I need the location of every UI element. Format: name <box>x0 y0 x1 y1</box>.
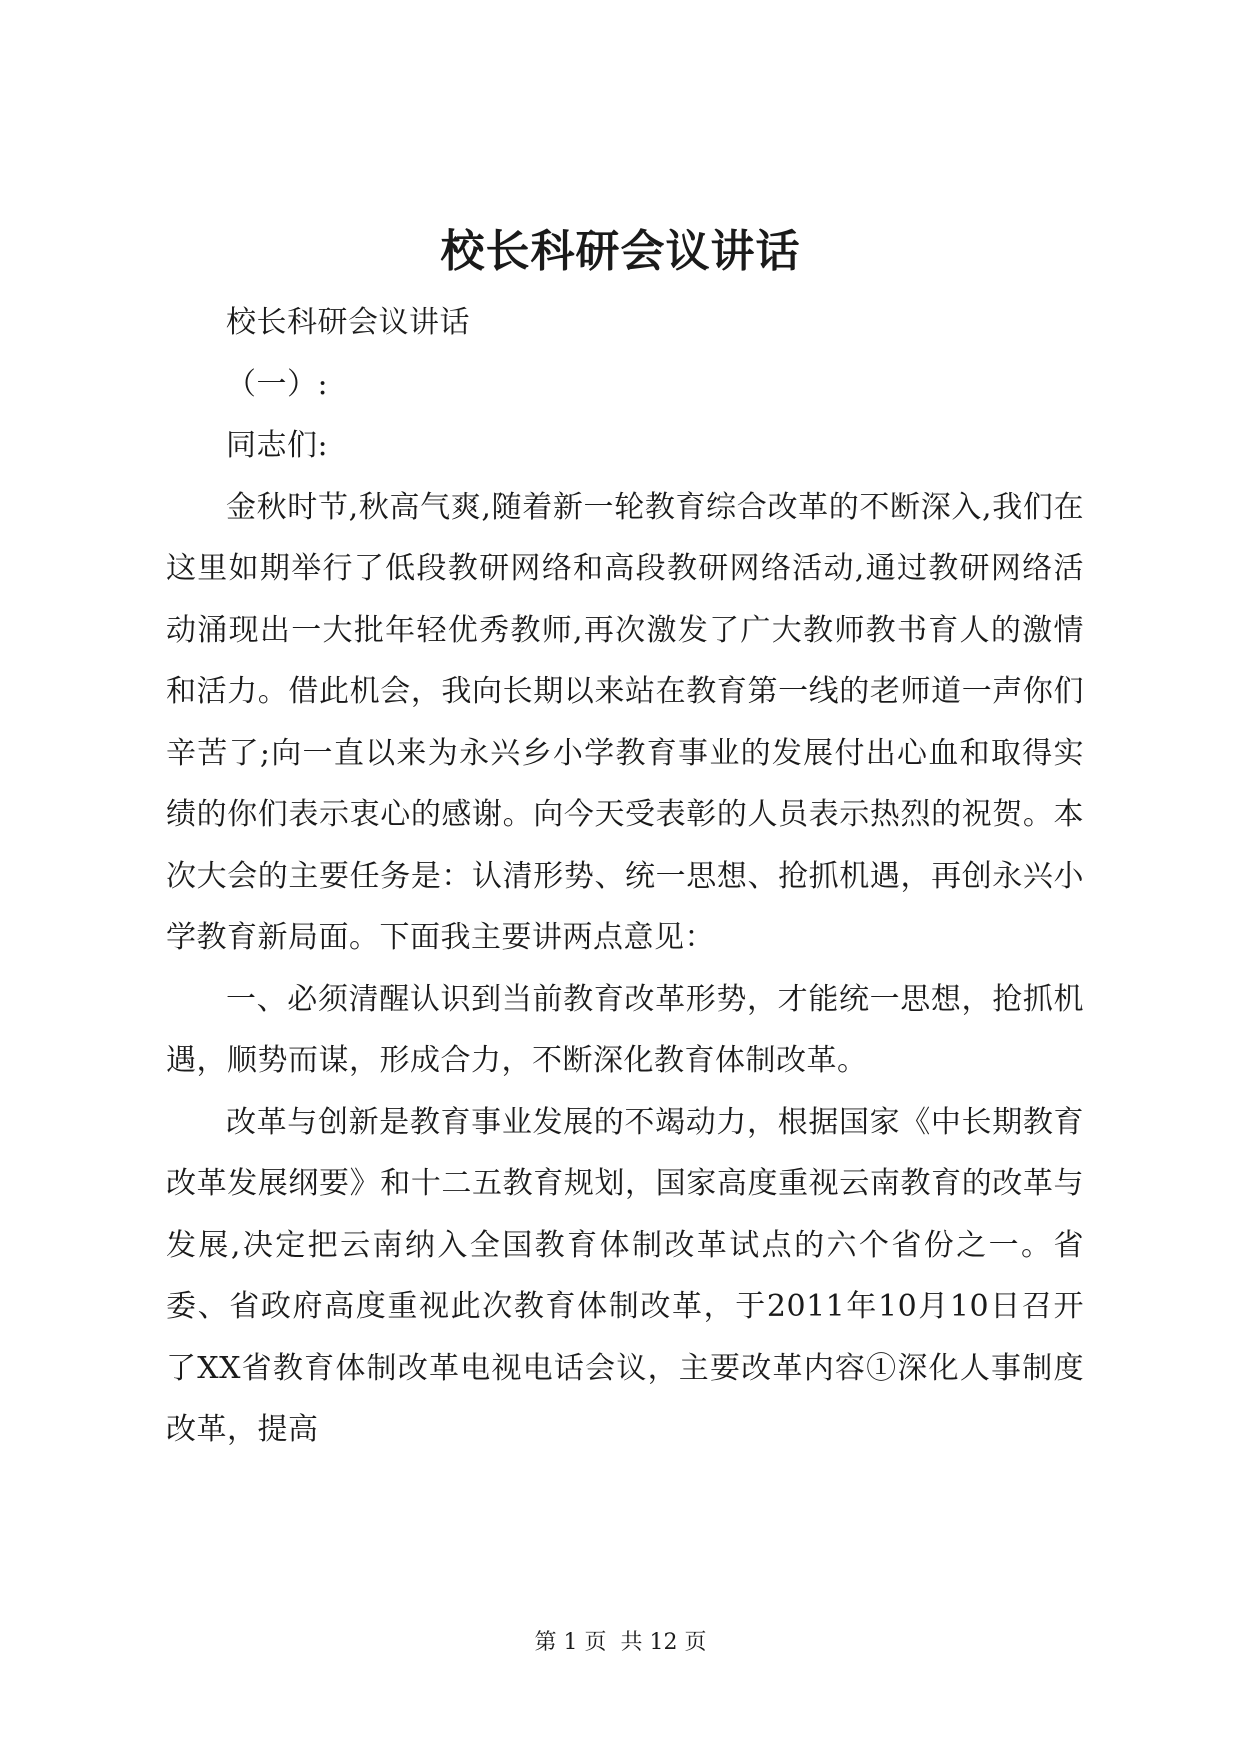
paragraph-subtitle: 校长科研会议讲话 <box>226 305 470 340</box>
paragraph-section-number: （一）: <box>226 366 329 402</box>
document-title: 校长科研会议讲话 <box>440 226 801 277</box>
page-number-label: 第 1 页 共 12 页 <box>534 1630 707 1655</box>
document-body <box>166 292 1084 1461</box>
paragraph-opening: 金秋时节,秋高气爽,随着新一轮教育综合改革的不断深入,我们在这里如期举行了低段教研网络和高段教研网络活动,通过教研网络活动涌现出一大批年轻优秀教师,再次激发了广大教师教书育人的激情和活力。借此机会，我向长期以来站在教育第一线的老师道一声你们辛苦了;向一直以来为永兴乡小学教育事业的发展付出心血和取得实绩的你们表示衷心的感谢。向今天受表彰的人员表示热烈的祝贺。本次大会的主要任务是：认清形势、统一思想、抢抓机遇，再创永兴小学教育新局面。下面我主要讲两点意见： <box>166 489 1084 955</box>
paragraph-salutation: 同志们: <box>226 428 329 463</box>
paragraph-reform: 改革与创新是教育事业发展的不竭动力，根据国家《中长期教育改革发展纲要》和十二五教育规划，国家高度重视云南教育的改革与发展,决定把云南纳入全国教育体制改革试点的六个省份之一。省委、省政府高度重视此次教育体制改革，于2011年10月10日召开了XX省教育体制改革电视电话会议，主要改革内容①深化人事制度改革，提高 <box>166 1104 1084 1447</box>
paragraph-point-one: 一、必须清醒认识到当前教育改革形势，才能统一思想，抢抓机遇，顺势而谋，形成合力，不断深化教育体制改革。 <box>166 981 1084 1078</box>
page-number <box>0 1628 1241 1658</box>
